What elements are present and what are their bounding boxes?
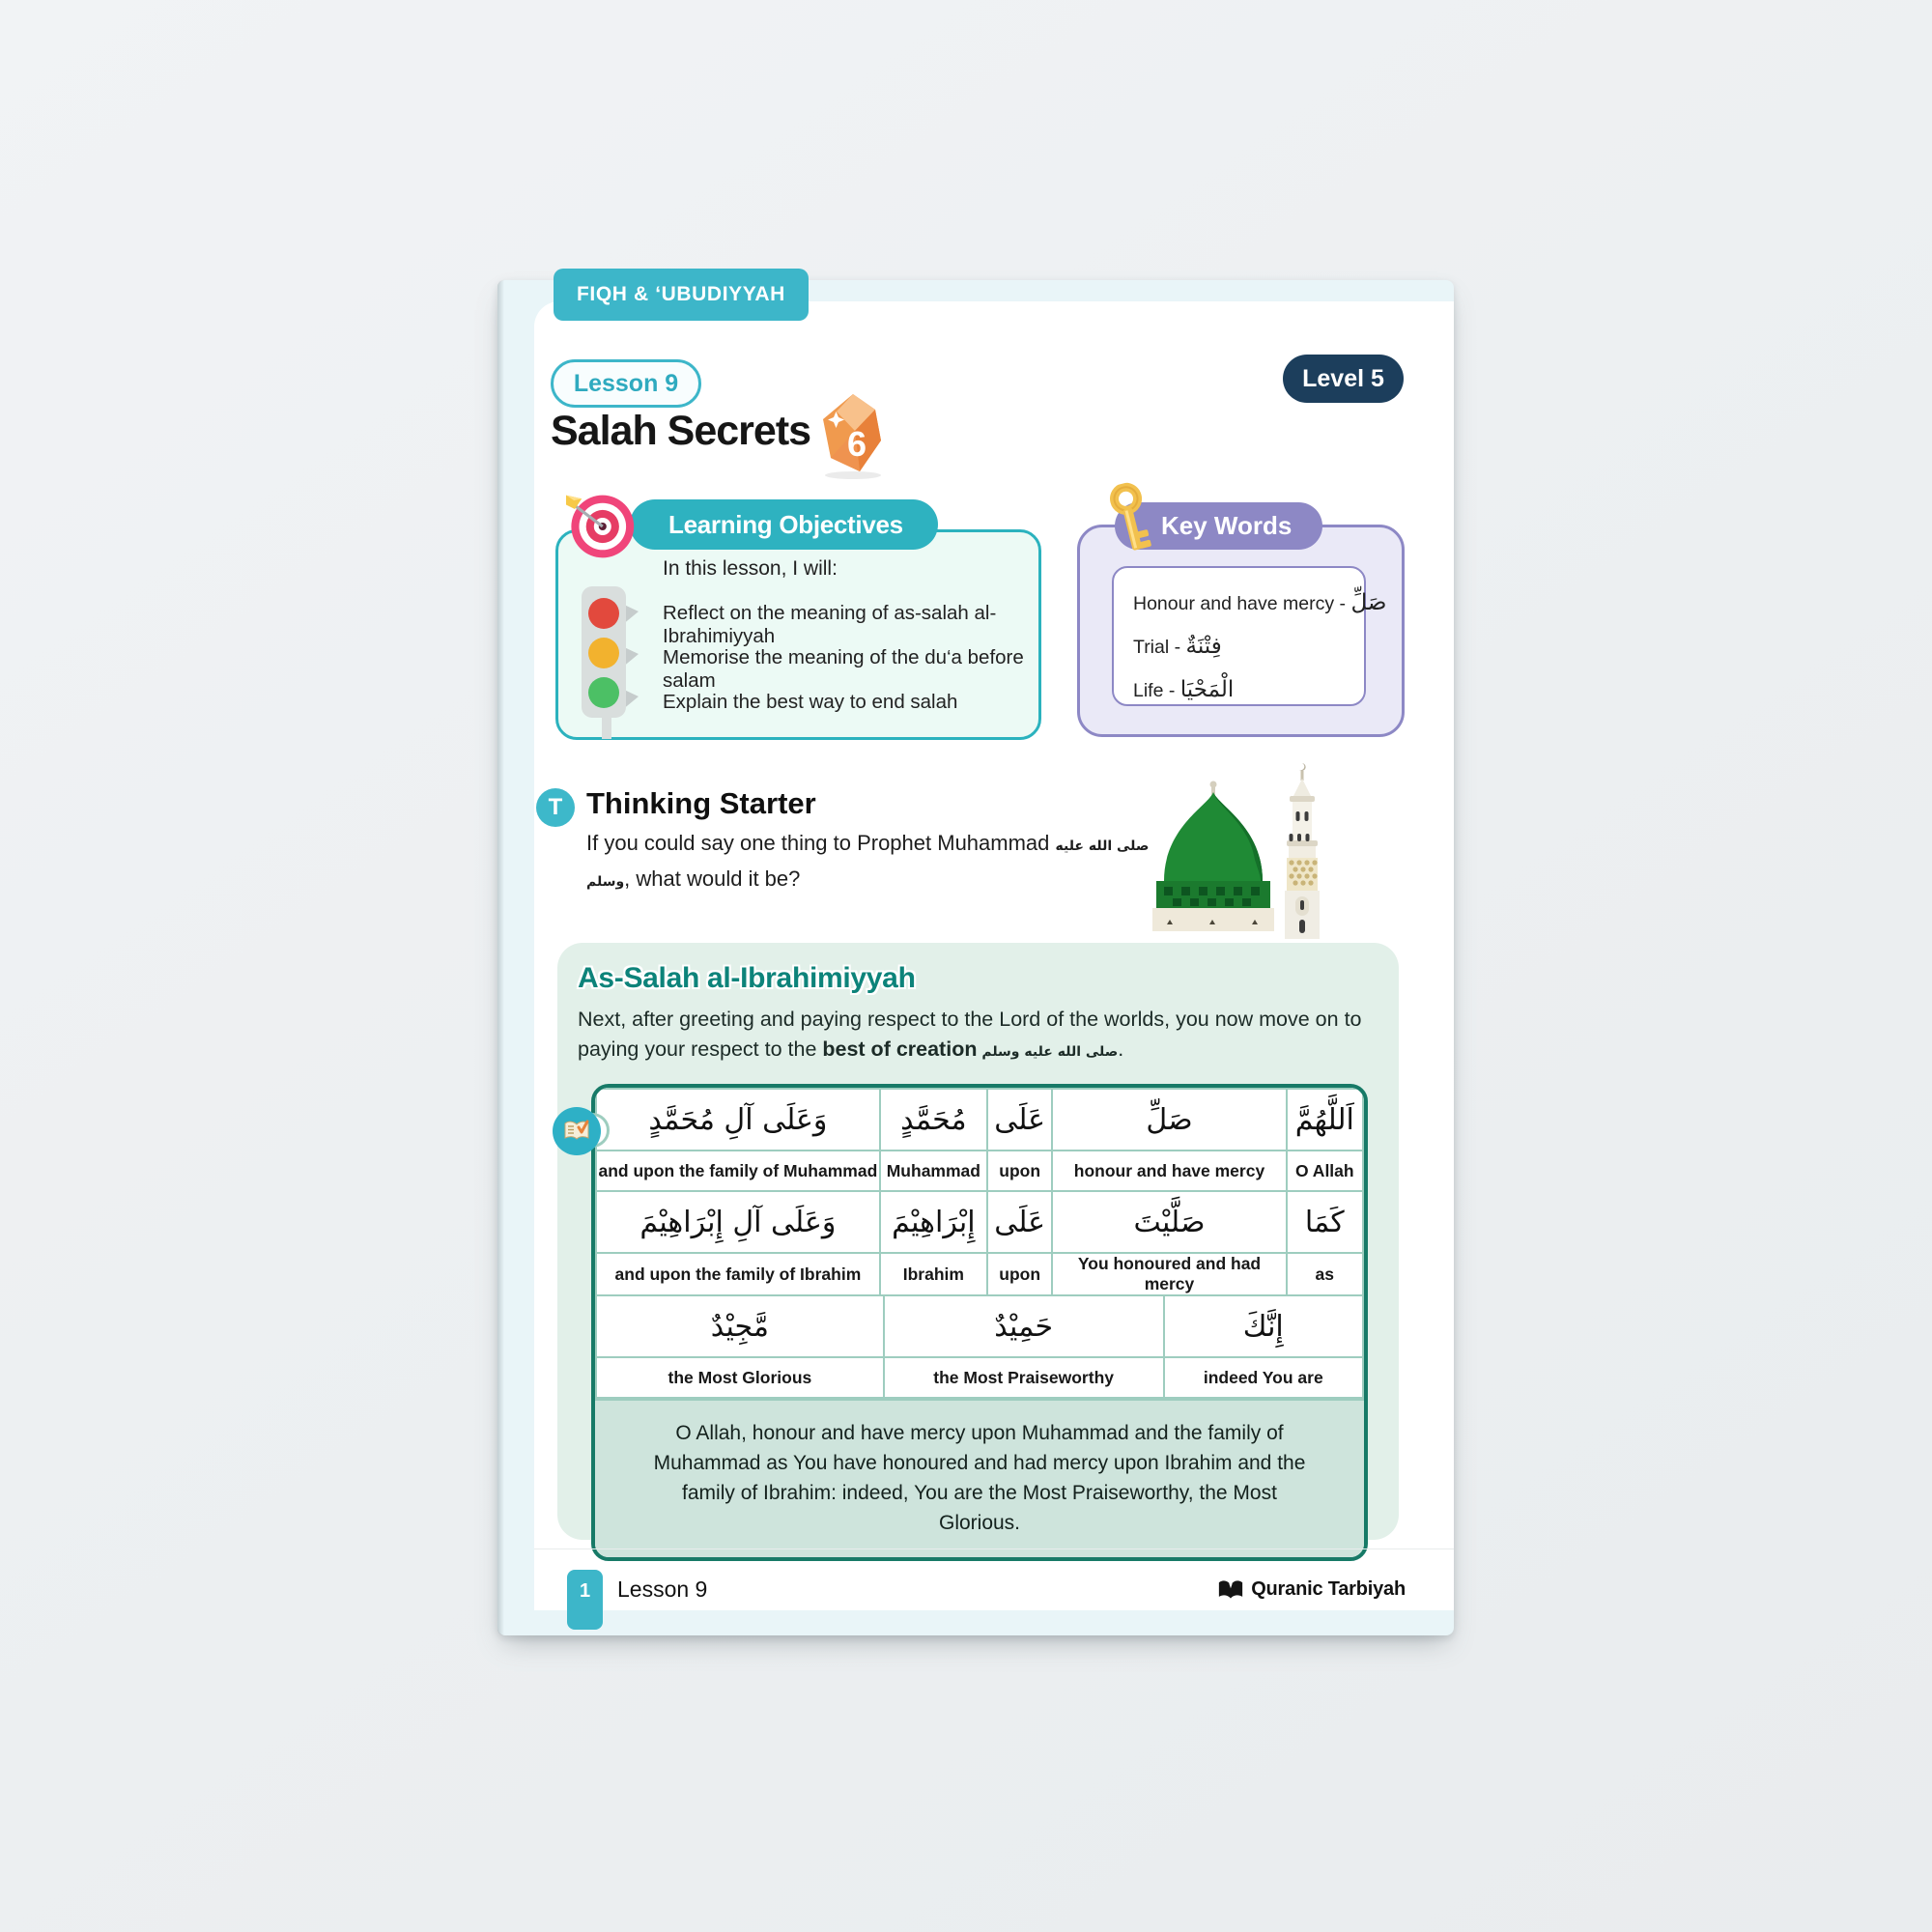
key-word-item (1133, 582, 1387, 625)
brand-logo (1218, 1578, 1406, 1601)
english-meaning: the Most Praiseworthy (933, 1367, 1114, 1387)
footer-divider (534, 1548, 1454, 1549)
table-row-english (596, 1253, 1363, 1295)
key-words-list (1112, 566, 1387, 706)
learning-objective-item: Reflect on the meaning of as-salah al-Ibrahimiyyah (663, 602, 997, 647)
target-icon (566, 492, 636, 566)
level-badge (1283, 355, 1404, 403)
arabic-phrase: حَمِيْدٌ (994, 1309, 1053, 1344)
arabic-phrase: عَلَى (994, 1102, 1046, 1137)
learning-objectives-box (555, 510, 1041, 740)
arabic-phrase: صَلِّ (1146, 1102, 1193, 1137)
brand-name: Quranic Tarbiyah (1251, 1578, 1406, 1600)
arabic-phrase: إِبْرَاهِيْمَ (892, 1205, 976, 1239)
english-meaning: upon (999, 1160, 1041, 1180)
arabic-phrase: مُحَمَّدٍ (900, 1102, 967, 1137)
question-text-end: , what would it be? (624, 867, 801, 891)
dua-table-lastrow (595, 1294, 1364, 1399)
key-word-english: Trial - (1133, 637, 1186, 658)
salah-section-heading: As-Salah al-Ibrahimiyyah (578, 962, 916, 994)
thinking-starter-heading: Thinking Starter (586, 786, 816, 820)
salutation-arabic: صلى الله عليه وسلم (977, 1044, 1119, 1060)
learning-objective-item: Memorise the meaning of the du‘a before salam (663, 646, 1024, 692)
english-meaning: O Allah (1294, 1160, 1354, 1180)
page-left-edge (497, 280, 504, 1635)
level-badge-label: Level 5 (1302, 364, 1384, 392)
intro-text-start: Next, after greeting and paying respect to the Lord of the worlds, you now move on to paying your respect to the (578, 1008, 1362, 1061)
table-row-arabic (596, 1295, 1363, 1357)
key-word-arabic: فِتْنَةٌ (1185, 634, 1222, 659)
memorise-book-icon (553, 1107, 601, 1155)
salutation-arabic: صلى الله عليه وسلم (586, 838, 1150, 890)
english-meaning: indeed You are (1203, 1367, 1323, 1387)
gem-icon (818, 392, 888, 484)
svg-text:6: 6 (846, 424, 867, 464)
table-row-arabic (596, 1191, 1363, 1253)
arabic-phrase: عَلَى (994, 1205, 1046, 1239)
learning-objective-item: Explain the best way to end salah (663, 691, 958, 713)
worksheet-page (497, 280, 1454, 1635)
lesson-badge (551, 359, 701, 408)
english-meaning: and upon the family of Muhammad (598, 1160, 878, 1180)
learning-objectives-header: Learning Objectives (630, 499, 938, 550)
category-tag: FIQH & ‘UBUDIYYAH (554, 269, 809, 321)
traffic-light-icon (578, 584, 641, 746)
key-words-box (1077, 511, 1405, 737)
table-row-arabic (596, 1089, 1363, 1151)
english-meaning: upon (999, 1264, 1041, 1284)
table-row-english (596, 1151, 1363, 1191)
key-word-english: Honour and have mercy - (1133, 593, 1351, 614)
arabic-phrase: كَمَا (1304, 1205, 1345, 1239)
footer-lesson-label: Lesson 9 (617, 1577, 708, 1602)
english-meaning: Muhammad (886, 1160, 980, 1180)
english-meaning: honour and have mercy (1073, 1160, 1265, 1180)
mosque-illustration (1152, 763, 1336, 944)
learning-objectives-intro: In this lesson, I will: (663, 557, 838, 580)
dua-table-main (595, 1088, 1364, 1296)
thinking-starter-question (586, 827, 1156, 898)
key-words-header: Key Words (1115, 502, 1322, 550)
arabic-phrase: صَلَّيْتَ (1133, 1205, 1206, 1239)
dua-translation: O Allah, honour and have mercy upon Muhammad and the family of Muhammad as You have honoured and had mercy upon Ibrahim and the family of Ibrahim: indeed, You are the Most Praiseworthy, the Most Glorious. (595, 1399, 1364, 1557)
salah-section-intro (578, 1005, 1362, 1067)
page-number-tab: 1 (567, 1570, 603, 1630)
intro-text-bold: best of creation (822, 1037, 978, 1061)
dua-table (591, 1084, 1368, 1561)
english-meaning: the Most Glorious (668, 1367, 812, 1387)
arabic-phrase: اَللَّهُمَّ (1294, 1102, 1354, 1137)
english-meaning: and upon the family of Ibrahim (614, 1264, 862, 1284)
thinking-starter-icon: T (536, 788, 575, 827)
arabic-phrase: مَّجِيْدٌ (710, 1309, 769, 1344)
english-meaning: You honoured and had mercy (1077, 1254, 1262, 1293)
arabic-phrase: إِنَّكَ (1242, 1309, 1284, 1344)
open-book-icon (1218, 1579, 1243, 1601)
intro-text-end: . (1118, 1037, 1124, 1061)
lesson-badge-label: Lesson 9 (573, 369, 679, 397)
salah-section (557, 943, 1399, 1540)
key-word-english: Life - (1133, 680, 1180, 701)
page-title: Salah Secrets (551, 408, 811, 454)
arabic-phrase: وَعَلَى آلِ إِبْرَاهِيْمَ (639, 1205, 837, 1239)
table-row-english (596, 1357, 1363, 1398)
question-text-start: If you could say one thing to Prophet Muhammad (586, 831, 1056, 855)
key-word-arabic: الْمَحْيَا (1179, 677, 1235, 702)
english-meaning: Ibrahim (902, 1264, 964, 1284)
key-word-item (1133, 625, 1364, 668)
key-word-arabic: صَلِّ (1350, 590, 1387, 615)
arabic-phrase: وَعَلَى آلِ مُحَمَّدٍ (648, 1102, 828, 1137)
english-meaning: as (1315, 1264, 1335, 1284)
key-word-item (1133, 668, 1364, 712)
